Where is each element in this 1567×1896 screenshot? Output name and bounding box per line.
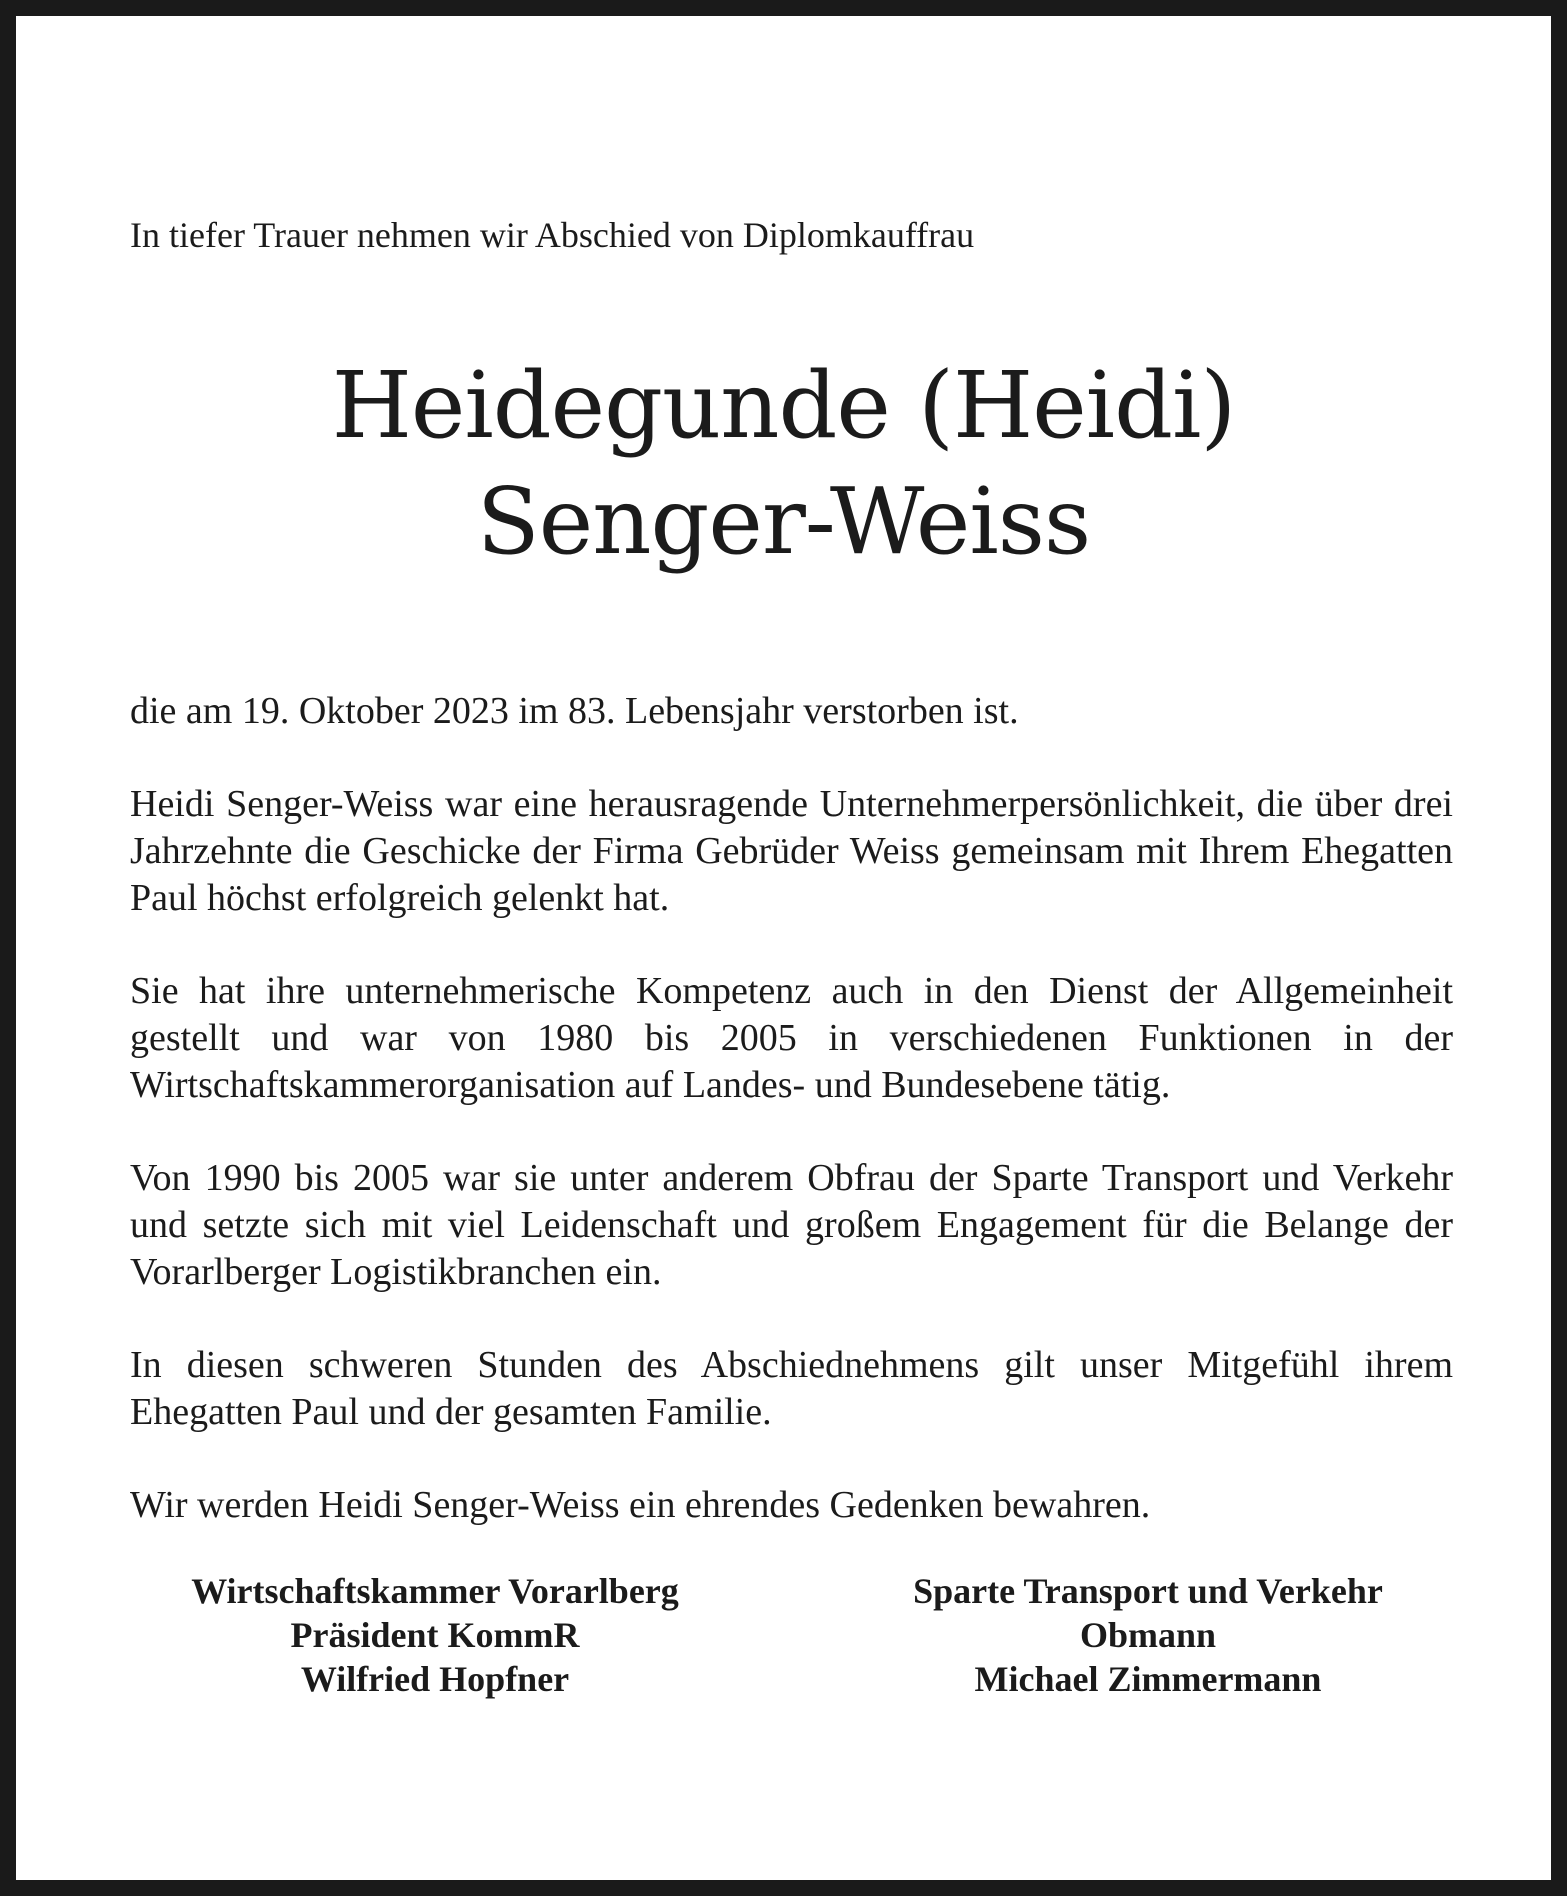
paragraph-transport-sector: Von 1990 bis 2005 war sie unter anderem Obfrau der Sparte Transport und Verkehr und setzte sich mit viel Leidenschaft und großem Engagement für die Belange der Vorarlberger Logistikbranchen ein. <box>130 1157 1453 1293</box>
obituary-notice <box>16 16 1551 1880</box>
signature-person: Michael Zimmermann <box>974 1659 1322 1699</box>
signature-organization: Wirtschaftskammer Vorarlberg <box>191 1571 679 1611</box>
signature-organization: Sparte Transport und Verkehr <box>913 1571 1383 1611</box>
signature-chamber <box>130 1569 740 1701</box>
paragraph-career: Heidi Senger-Weiss war eine herausragende Unternehmerpersönlichkeit, die über drei Jahrzehnte die Geschicke der Firma Gebrüder Weiss gemeinsam mit Ihrem Ehegatten Paul höchst erfolgreich gelenkt hat. <box>130 783 1453 919</box>
signature-block <box>130 1569 1453 1701</box>
signature-person: Wilfried Hopfner <box>300 1659 570 1699</box>
paragraph-death-date: die am 19. Oktober 2023 im 83. Lebensjahr verstorben ist. <box>130 690 1019 732</box>
paragraph-condolences: In diesen schweren Stunden des Abschiednehmens gilt unser Mitgefühl ihrem Ehegatten Paul und der gesamten Familie. <box>130 1344 1453 1433</box>
signature-title: Obmann <box>1079 1615 1217 1655</box>
signature-title: Präsident KommR <box>290 1615 580 1655</box>
name-line-2: Senger-Weiss <box>476 468 1091 575</box>
paragraph-public-service: Sie hat ihre unternehmerische Kompetenz auch in den Dienst der Allgemeinheit gestellt und war von 1980 bis 2005 in verschiedenen Funktionen in der Wirtschaftskammerorganisation auf Landes- und Bundesebene tätig. <box>130 970 1453 1106</box>
name-line-1: Heidegunde (Heidi) <box>331 352 1236 459</box>
obituary-body <box>130 688 1453 1575</box>
signature-transport-division <box>843 1569 1453 1701</box>
intro-line: In tiefer Trauer nehmen wir Abschied von Diplomkauffrau <box>130 215 975 255</box>
deceased-name <box>16 348 1551 580</box>
paragraph-remembrance: Wir werden Heidi Senger-Weiss ein ehrendes Gedenken bewahren. <box>130 1484 1151 1526</box>
